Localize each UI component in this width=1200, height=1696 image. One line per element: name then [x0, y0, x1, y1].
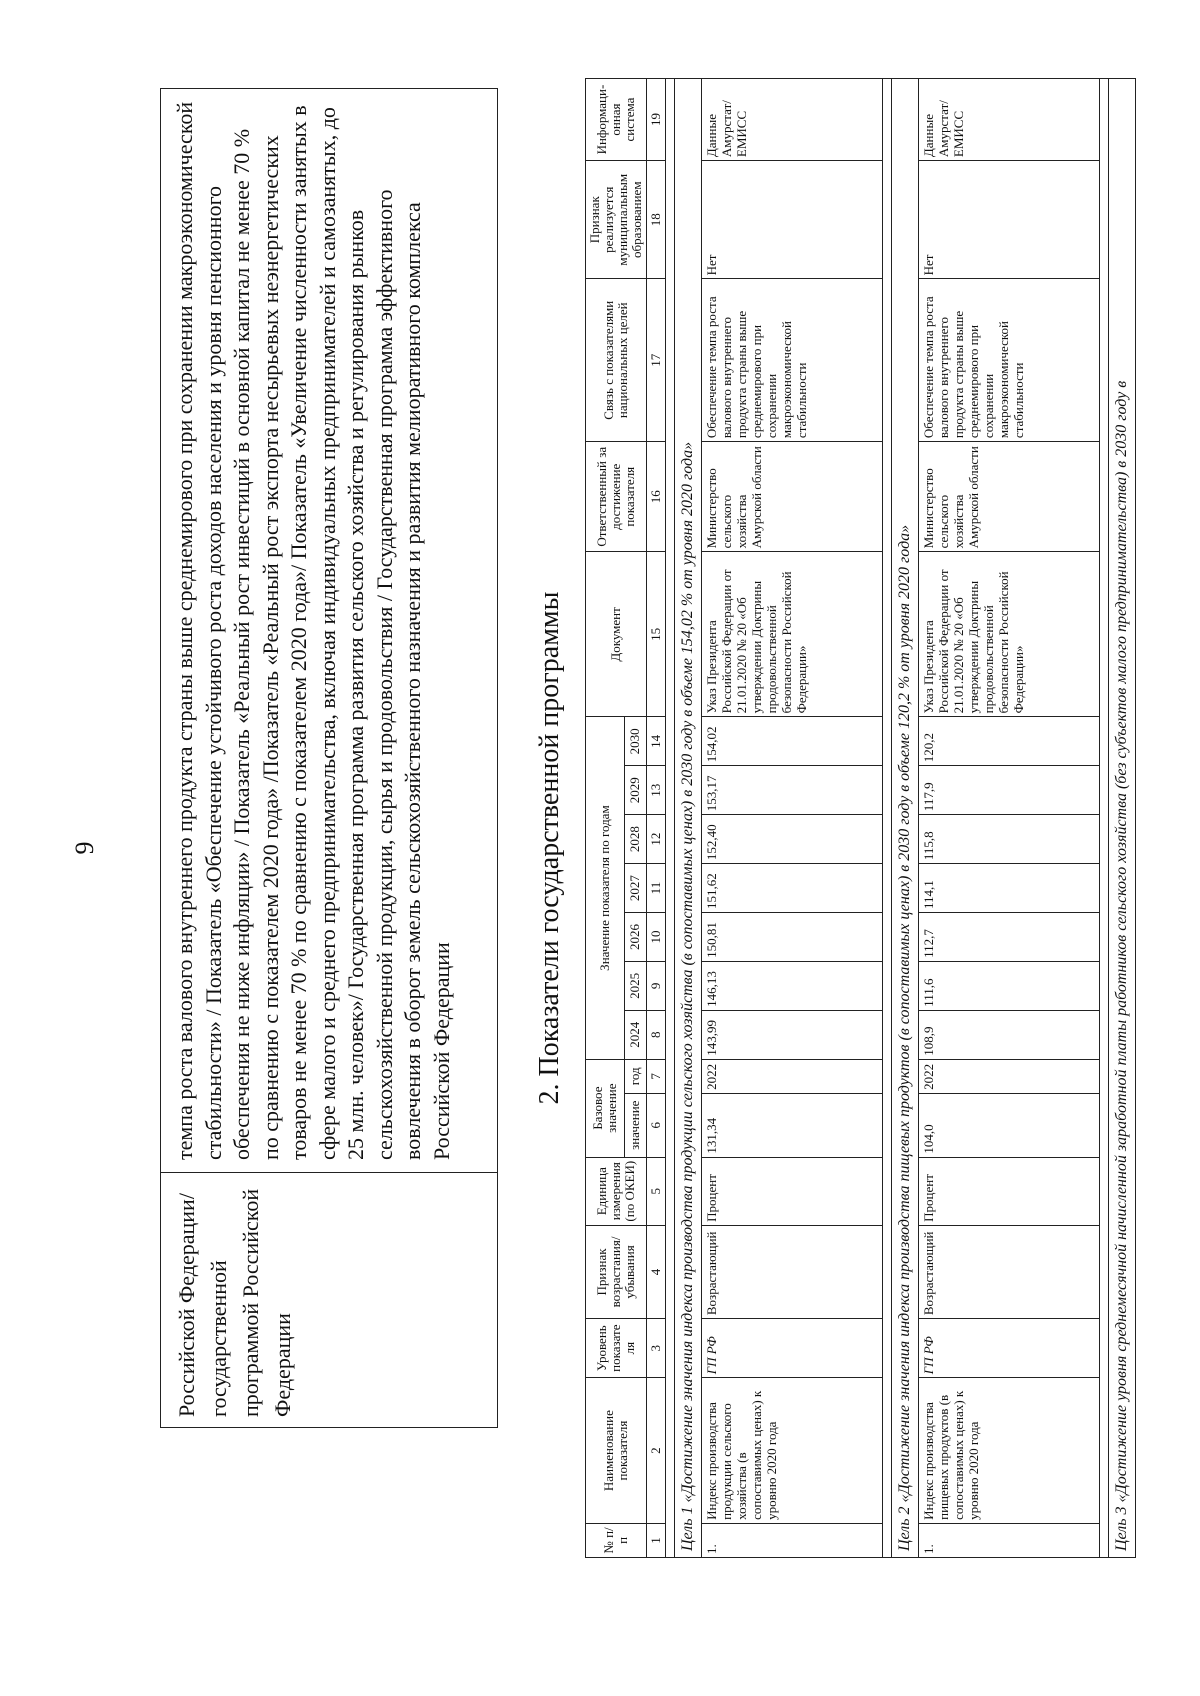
column-number: 19: [647, 79, 666, 161]
goal-2-title: Цель 2 «Достижение значения индекса производства пищевых продуктов (в сопоставимых ценах) в 2030 году в объеме 120,2 % от уровня 2020 года»: [892, 79, 919, 1558]
header-row-1: [586, 79, 625, 1558]
column-number: 7: [647, 1059, 666, 1093]
cell-num: 1.: [702, 1523, 883, 1557]
column-number: 16: [647, 442, 666, 552]
column-number: 10: [647, 913, 666, 962]
column-number: 13: [647, 766, 666, 815]
header-base: Базовое значение: [586, 1059, 625, 1157]
column-number: 14: [647, 717, 666, 766]
cell-year-value: 112,7: [919, 913, 1100, 962]
column-number: 1: [647, 1523, 666, 1557]
goal-row-1: [675, 79, 702, 1558]
section-title: 2. Показатели государственной программы: [534, 591, 565, 1105]
cell-base-year: 2022: [919, 1059, 1100, 1093]
cell-level: ГП РФ: [702, 1319, 883, 1378]
header-year: 2026: [624, 913, 646, 962]
column-number: 9: [647, 961, 666, 1010]
column-number: 11: [647, 864, 666, 913]
cell-base-year: 2022: [702, 1059, 883, 1093]
header-year: 2024: [624, 1010, 646, 1059]
passport-right-cell: темпа роста валового внутреннего продукта страны выше среднемирового при сохранении макроэкономической стабильности» / Показатель «Обеспечение устойчивого роста доходов населения и уровня пенсионного обеспечения не ниже инфляции» / Показатель «Реальный рост инвестиций в основной капитал не менее 70 % по сравнению с показателем 2020 года» /Показатель «Реальный рост экспорта несырьевых неэнергетических товаров не менее 70 % по сравнению с показателем 2020 года»/ Показатель «Увеличение численности занятых в сфере малого и среднего предпринимательства, включая индивидуальных предпринимателей и самозанятых, до 25 млн. человек»/ Государственная программа развития сельского хозяйства и регулирования рынков сельскохозяйственной продукции, сырья и продовольствия / Государственная программа эффективного вовлечения в оборот земель сельскохозяйственного назначения и развития мелиоративного комплекса Российской Федерации: [172, 101, 454, 1160]
cell-year-value: 150,81: [702, 913, 883, 962]
cell-level: ГП РФ: [919, 1319, 1100, 1378]
cell-base-value: 131,34: [702, 1093, 883, 1157]
cell-year-value: 114,1: [919, 864, 1100, 913]
cell-year-value: 152,40: [702, 815, 883, 864]
column-number: 5: [647, 1157, 666, 1225]
cell-unit: Процент: [702, 1157, 883, 1225]
cell-trend: Возрастающий: [919, 1225, 1100, 1318]
table-row: [702, 79, 883, 1558]
header-year: 2030: [624, 717, 646, 766]
cell-base-value: 104,0: [919, 1093, 1100, 1157]
header-year: 2029: [624, 766, 646, 815]
column-number: 4: [647, 1225, 666, 1318]
cell-year-value: 108,9: [919, 1010, 1100, 1059]
header-base-value: значение: [624, 1093, 646, 1157]
cell-trend: Возрастающий: [702, 1225, 883, 1318]
indicators-table: [585, 78, 1136, 1558]
header-name: Наименование показателя: [586, 1378, 647, 1524]
column-number: 3: [647, 1319, 666, 1378]
cell-name: Индекс производства продукции сельского хозяйства (в сопоставимых ценах) к уровню 2020 года: [702, 1378, 883, 1524]
cell-unit: Процент: [919, 1157, 1100, 1225]
header-info-system: Информаци-онная система: [586, 79, 647, 161]
header-year: 2025: [624, 961, 646, 1010]
goal-1-title: Цель 1 «Достижение значения индекса производства продукции сельского хозяйства (в сопоставимых ценах) в 2030 году в объеме 154,02 % от уровня 2020 года»: [675, 79, 702, 1558]
cell-info-system: Данные Амурстат/ ЕМИСС: [702, 79, 883, 161]
header-num: № п/п: [586, 1523, 647, 1557]
header-link: Связь с показателями национальных целей: [586, 279, 647, 442]
header-trend: Признак возрастания/ убывания: [586, 1225, 647, 1318]
header-municipal: Признак реализуется муниципальным образованием: [586, 161, 647, 279]
cell-name: Индекс производства пищевых продуктов (в сопоставимых ценах) к уровню 2020 года: [919, 1378, 1100, 1524]
spacer-row: [883, 79, 892, 1558]
cell-municipal: Нет: [702, 161, 883, 279]
column-number: 6: [647, 1093, 666, 1157]
header-document: Документ: [586, 552, 647, 717]
cell-year-value: 146,13: [702, 961, 883, 1010]
cell-link: Обеспечение темпа роста валового внутреннего продукта страны выше среднемирового при сохранении макроэкономической стабильности: [919, 279, 1100, 442]
goal-row-3: [1109, 79, 1136, 1558]
column-number: 8: [647, 1010, 666, 1059]
cell-year-value: 151,62: [702, 864, 883, 913]
column-number: 17: [647, 279, 666, 442]
cell-num: 1.: [919, 1523, 1100, 1557]
goal-row-2: [892, 79, 919, 1558]
spacer-row: [1100, 79, 1109, 1558]
header-responsible: Ответственный за достижение показателя: [586, 442, 647, 552]
cell-responsible: Министерство сельского хозяйства Амурской области: [702, 442, 883, 552]
header-unit: Единица измерения (по ОКЕИ): [586, 1157, 647, 1225]
column-number: 18: [647, 161, 666, 279]
spacer-cell: [666, 79, 675, 1558]
passport-table-fragment: [160, 88, 498, 1428]
cell-year-value: 117,9: [919, 766, 1100, 815]
header-years-group: Значение показателя по годам: [586, 717, 625, 1059]
cell-year-value: 115,8: [919, 815, 1100, 864]
column-number: 15: [647, 552, 666, 717]
header-level: Уровень показателя: [586, 1319, 647, 1378]
header-year: 2028: [624, 815, 646, 864]
column-number: 2: [647, 1378, 666, 1524]
goal-3-title: Цель 3 «Достижение уровня среднемесячной начисленной заработной платы работников сельского хозяйства (без субъектов малого предпринимательства) в 2030 году в: [1109, 79, 1136, 1558]
column-numbers-row: [647, 79, 666, 1558]
passport-left-cell: Российской Федерации/ государственной программой Российской Федерации: [161, 1172, 497, 1427]
cell-responsible: Министерство сельского хозяйства Амурской области: [919, 442, 1100, 552]
column-number: 12: [647, 815, 666, 864]
cell-municipal: Нет: [919, 161, 1100, 279]
cell-document: Указ Президента Российской Федерации от 21.01.2020 № 20 «Об утверждении Доктрины продовольственной безопасности Российской Федерации»: [919, 552, 1100, 717]
cell-link: Обеспечение темпа роста валового внутреннего продукта страны выше среднемирового при сохранении макроэкономической стабильности: [702, 279, 883, 442]
cell-info-system: Данные Амурстат/ ЕМИСС: [919, 79, 1100, 161]
table-row: [919, 79, 1100, 1558]
cell-document: Указ Президента Российской Федерации от 21.01.2020 № 20 «Об утверждении Доктрины продовольственной безопасности Российской Федерации»: [702, 552, 883, 717]
cell-year-value: 111,6: [919, 961, 1100, 1010]
page-number: 9: [70, 841, 99, 855]
cell-year-value: 143,99: [702, 1010, 883, 1059]
header-year: 2027: [624, 864, 646, 913]
spacer-cell: [883, 79, 892, 1558]
cell-year-value: 120,2: [919, 717, 1100, 766]
header-base-year: год: [624, 1059, 646, 1093]
spacer-cell: [1100, 79, 1109, 1558]
cell-year-value: 154,02: [702, 717, 883, 766]
spacer-row: [666, 79, 675, 1558]
cell-year-value: 153,17: [702, 766, 883, 815]
